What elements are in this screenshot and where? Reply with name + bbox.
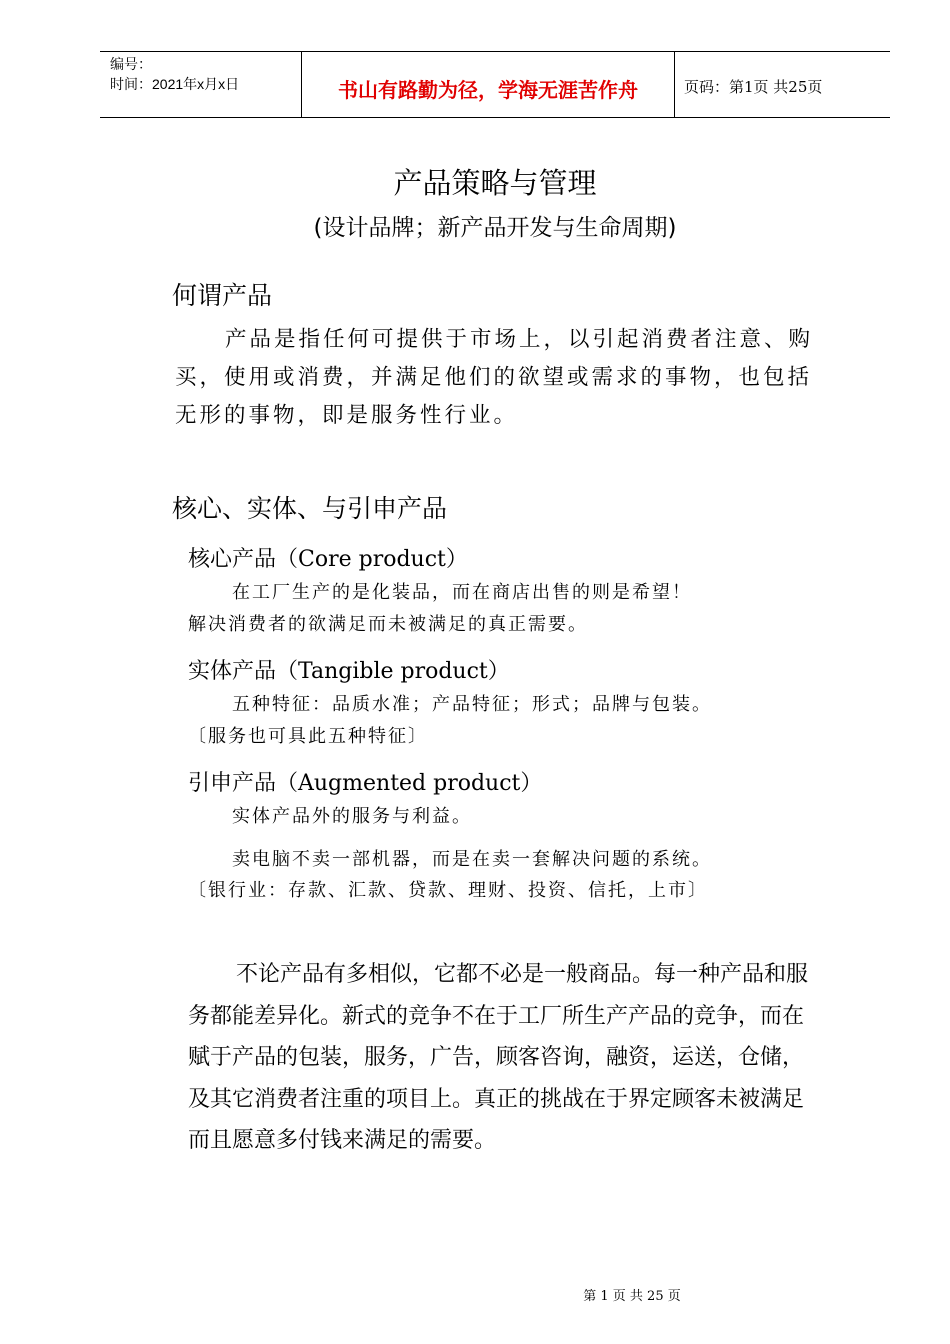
core-product-line: 解决消费者的欲满足而未被满足的真正需要。 <box>188 614 588 635</box>
header-motto: 书山有路勤为径，学海无涯苦作舟 <box>338 78 638 102</box>
header-number: 编号： <box>110 56 152 72</box>
tangible-product-title: 实体产品（Tangible product） <box>188 659 510 684</box>
document-title: 产品策略与管理 <box>393 166 597 200</box>
closing-paragraph: 不论产品有多相似，它都不必是一般商品。每一种产品和服务都能差异化。新式的竞争不在于工厂所生产产品的竞争，而在赋于产品的包装，服务，广告，顾客咨询，融资，运送，仓储，及其它消费者注重的项目上。真正的挑战在于界定顾客未被满足而且愿意多付钱来满足的需要。 <box>188 962 809 1153</box>
page-header <box>100 51 890 118</box>
header-time: 时间：2021年x月x日 <box>110 76 240 92</box>
section-paragraph: 产品是指任何可提供于市场上，以引起消费者注意、购买，使用或消费，并满足他们的欲望或需求的事物，也包括无形的事物，即是服务性行业。 <box>175 327 814 428</box>
document-subtitle: (设计品牌；新产品开发与生命周期) <box>313 215 677 241</box>
section-heading-product-levels: 核心、实体、与引申产品 <box>172 494 448 523</box>
core-product-line: 在工厂生产的是化装品，而在商店出售的则是希望！ <box>232 582 692 603</box>
augmented-product-line: 〔银行业：存款、汇款、贷款、理财、投资、信托，上市〕 <box>188 880 708 901</box>
header-divider <box>674 52 675 118</box>
tangible-product-line: 五种特征：品质水准；产品特征；形式；品牌与包装。 <box>232 694 712 715</box>
augmented-product-line: 卖电脑不卖一部机器，而是在卖一套解决问题的系统。 <box>232 849 712 870</box>
header-page-number: 页码：第1页 共25页 <box>684 78 823 96</box>
tangible-product-line: 〔服务也可具此五种特征〕 <box>188 726 428 747</box>
page-footer: 第 1 页 共 25 页 <box>583 1289 681 1304</box>
header-meta <box>110 54 239 94</box>
augmented-product-line: 实体产品外的服务与利益。 <box>232 806 472 827</box>
core-product-title: 核心产品（Core product） <box>188 547 468 572</box>
augmented-product-title: 引申产品（Augmented product） <box>188 771 543 796</box>
section-heading-what-is-product: 何谓产品 <box>172 281 273 310</box>
